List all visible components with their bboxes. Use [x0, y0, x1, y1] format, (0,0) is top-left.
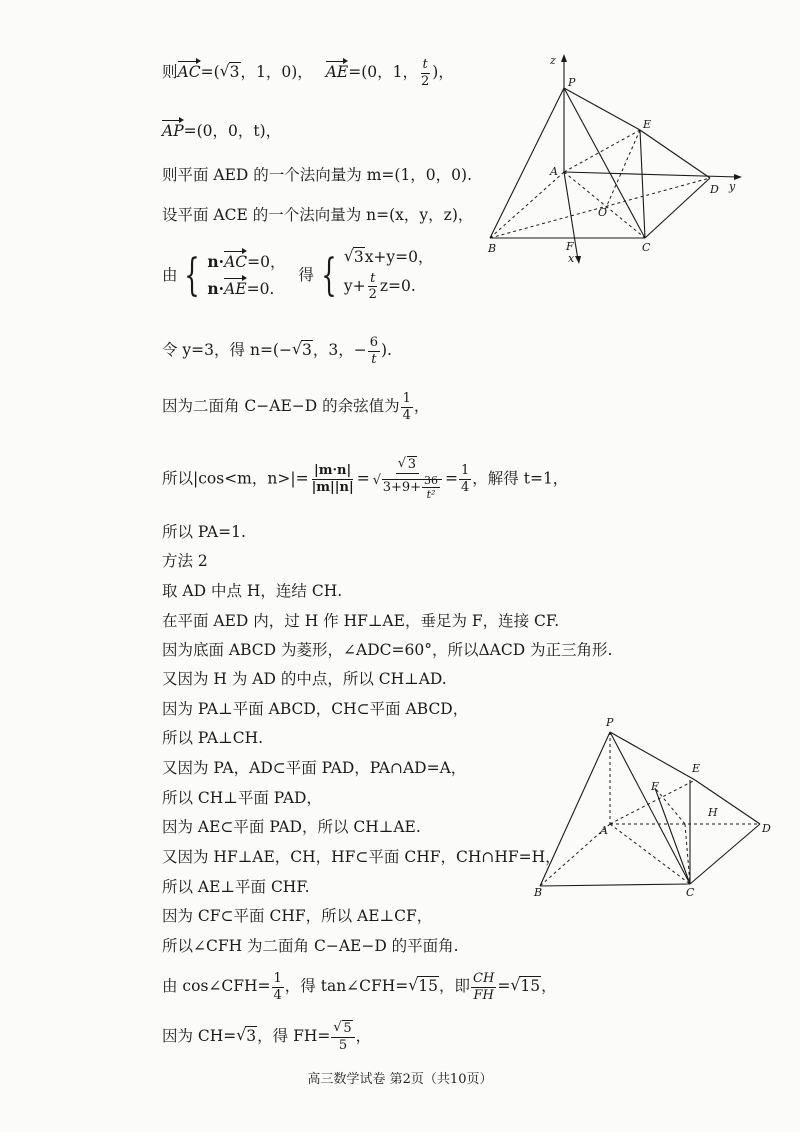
line-17: 又因为 PA，AD⊂平面 PAD，PA∩AD=A，: [162, 759, 467, 777]
label-y: y: [729, 180, 736, 193]
text: ，得 tan∠CFH=: [284, 977, 409, 996]
line-1: [162, 58, 454, 88]
text: ，即: [439, 977, 471, 996]
line-14: 又因为 H 为 AD 的中点，所以 CH⊥AD.: [162, 670, 447, 688]
edge-cd: [690, 824, 760, 884]
numerator: t: [422, 57, 428, 72]
text: 因为二面角 C−AE−D 的余弦值为: [162, 397, 400, 416]
text: ，解得 t=1，: [472, 469, 569, 488]
text: =0.: [246, 279, 275, 298]
edge-ec: [640, 130, 645, 238]
dashed-ac: [610, 824, 690, 884]
y-axis: [564, 172, 738, 177]
sqrt: [510, 979, 541, 995]
label-p: P: [606, 716, 614, 729]
eq-row: [344, 272, 434, 302]
line-3: 则平面 AED 的一个法向量为 m=(1，0，0).: [162, 166, 473, 184]
vector-ae: AE: [325, 63, 349, 82]
fraction: [419, 58, 431, 88]
text: 所以|cos<m，n>|=: [162, 469, 309, 488]
radicand: 3: [301, 341, 312, 360]
denominator: 4: [402, 407, 411, 423]
numerator: |m·n|: [314, 463, 352, 479]
eq-row: [207, 254, 285, 271]
edge-bc: [540, 884, 690, 886]
numerator: 6: [369, 335, 378, 350]
label-a: A: [600, 824, 608, 837]
text: =(: [200, 63, 220, 82]
page-footer: 高三数学试卷 第2页（共10页）: [307, 1072, 493, 1087]
eq-row: [344, 250, 434, 266]
edge-ed: [695, 780, 760, 824]
text: )，: [432, 63, 454, 82]
text: 因为 CH=: [162, 1027, 237, 1046]
text: 由 cos∠CFH=: [162, 977, 271, 996]
edge-pb: [540, 732, 610, 886]
numerator: CH: [473, 971, 495, 986]
eq-row: [207, 278, 285, 298]
numerator: [331, 1022, 354, 1038]
text: n·: [207, 252, 225, 272]
fraction: [272, 972, 284, 1002]
denominator: t: [371, 351, 377, 367]
denominator: [371, 474, 444, 501]
text: 3+9+: [382, 480, 422, 496]
vector-ac: AC: [224, 253, 248, 272]
text: ，: [355, 1027, 372, 1046]
denominator: FH: [473, 987, 494, 1003]
radicand: 3: [353, 248, 364, 266]
pyramid-coordinate-diagram: [480, 50, 750, 270]
radicand: 15: [418, 977, 439, 996]
radicand: [382, 473, 442, 502]
system-1: [207, 254, 285, 297]
edge-ed: [640, 130, 710, 178]
fraction: [459, 464, 471, 494]
text: ，: [413, 397, 430, 416]
vector-ae: AE: [224, 279, 247, 298]
x-axis-arrow-icon: [575, 256, 581, 264]
text: ，: [541, 977, 557, 996]
brace-icon: {: [184, 250, 201, 302]
radicand: 3: [229, 63, 240, 82]
label-z: z: [550, 54, 556, 67]
text: 由: [162, 266, 178, 285]
numerator: [396, 458, 419, 474]
label-d: D: [762, 822, 771, 835]
line-7: [162, 392, 429, 422]
line-23: 所以∠CFH 为二面角 C−AE−D 的平面角.: [162, 937, 459, 955]
text: n·: [207, 278, 225, 298]
pyramid-diagram-method-2: [530, 712, 780, 902]
label-e: E: [692, 762, 701, 775]
sqrt: [373, 475, 442, 501]
fraction: [331, 1022, 354, 1052]
line-16: 所以 PA⊥CH.: [162, 729, 264, 747]
text: x+y=0，: [364, 248, 434, 266]
dashed-ae: [564, 130, 640, 172]
numerator: 1: [273, 971, 282, 986]
text: =0，: [247, 253, 286, 272]
denominator: 4: [273, 987, 282, 1003]
fraction: [367, 272, 379, 302]
line-19: 因为 AE⊂平面 PAD，所以 CH⊥AE.: [162, 818, 421, 836]
text: ，3，−: [312, 341, 367, 360]
text: 得: [298, 266, 314, 285]
vector-ac: AC: [177, 63, 201, 82]
sqrt: [333, 1022, 352, 1036]
radicand: 3: [246, 1027, 257, 1046]
label-c: C: [686, 886, 695, 899]
text: =: [445, 469, 459, 488]
text: ).: [380, 341, 392, 360]
text: 令 y=3，得 n=(−: [162, 341, 292, 360]
denominator: t²: [426, 488, 436, 502]
label-d: D: [710, 183, 719, 196]
edge-fc: [655, 788, 690, 884]
sqrt: [408, 979, 439, 995]
numerator: 1: [461, 463, 470, 479]
fraction: [471, 972, 496, 1002]
z-axis-arrow-icon: [561, 54, 567, 62]
text: ，得 FH=: [257, 1027, 331, 1046]
line-24: [162, 972, 557, 1002]
text: =: [497, 977, 511, 996]
denominator: 2: [421, 73, 430, 89]
line-4: 设平面 ACE 的一个法向量为 n=(x，y，z)，: [162, 206, 474, 224]
label-p: P: [568, 76, 576, 89]
line-18: 所以 CH⊥平面 PAD，: [162, 789, 322, 807]
label-c: C: [642, 241, 651, 254]
sqrt: [220, 65, 241, 81]
radicand: 3: [407, 457, 416, 472]
label-e: E: [643, 118, 652, 131]
dashed-eo: [605, 130, 640, 210]
text: =(0，1，: [348, 63, 418, 82]
fraction: [368, 336, 380, 366]
text: =(0，0，t)，: [183, 122, 282, 140]
system-2: [344, 250, 434, 302]
label-a: A: [550, 165, 558, 178]
radicand: 5: [343, 1021, 352, 1036]
denominator: |m||n|: [311, 479, 354, 495]
label-b: B: [488, 242, 497, 255]
line-2: [162, 124, 281, 140]
edge-pb: [490, 88, 564, 238]
fraction: [401, 392, 413, 422]
line-8: [162, 458, 568, 501]
line-10: 方法 2: [162, 552, 208, 570]
text: y+: [343, 276, 366, 295]
sqrt: [398, 458, 417, 472]
label-x: x: [568, 252, 575, 265]
label-h: H: [708, 806, 718, 819]
line-21: 所以 AE⊥平面 CHF.: [162, 878, 310, 896]
denominator: 5: [338, 1037, 348, 1053]
fraction: [310, 464, 356, 494]
line-9: 所以 PA=1.: [162, 523, 246, 541]
fraction: [371, 458, 444, 501]
text: 则: [162, 63, 178, 82]
sqrt: [344, 250, 365, 266]
numerator: 36: [424, 473, 439, 487]
line-12: 在平面 AED 内，过 H 作 HF⊥AE，垂足为 F，连接 CF.: [162, 612, 560, 630]
fraction: [422, 475, 440, 501]
label-o: O: [598, 206, 608, 219]
brace-icon: {: [321, 250, 337, 302]
sqrt: [236, 1029, 257, 1045]
text: z=0.: [379, 276, 416, 295]
text: =: [356, 469, 370, 488]
sqrt: [292, 343, 313, 359]
dashed-ac: [564, 172, 645, 238]
text: ，1，0)，: [240, 63, 313, 82]
label-b: B: [534, 886, 543, 899]
denominator: 2: [368, 287, 377, 303]
line-25: [162, 1022, 371, 1052]
numerator: 1: [402, 391, 411, 406]
label-f: F: [566, 240, 574, 253]
line-22: 因为 CF⊂平面 CHF，所以 AE⊥CF，: [162, 907, 433, 925]
label-f: F: [651, 780, 659, 793]
denominator: 4: [461, 479, 470, 495]
line-5-system: [162, 250, 434, 302]
line-20: 又因为 HF⊥AE，CH，HF⊂平面 CHF，CH∩HF=H，: [162, 848, 561, 866]
radicand: 15: [520, 977, 541, 996]
line-6: [162, 336, 392, 366]
line-15: 因为 PA⊥平面 ABCD，CH⊂平面 ABCD，: [162, 700, 469, 718]
line-11: 取 AD 中点 H，连结 CH.: [162, 582, 343, 600]
numerator: t: [370, 270, 376, 286]
line-13: 因为底面 ABCD 为菱形，∠ADC=60°，所以ΔACD 为正三角形.: [162, 641, 613, 659]
vector-ap: AP: [162, 122, 184, 140]
